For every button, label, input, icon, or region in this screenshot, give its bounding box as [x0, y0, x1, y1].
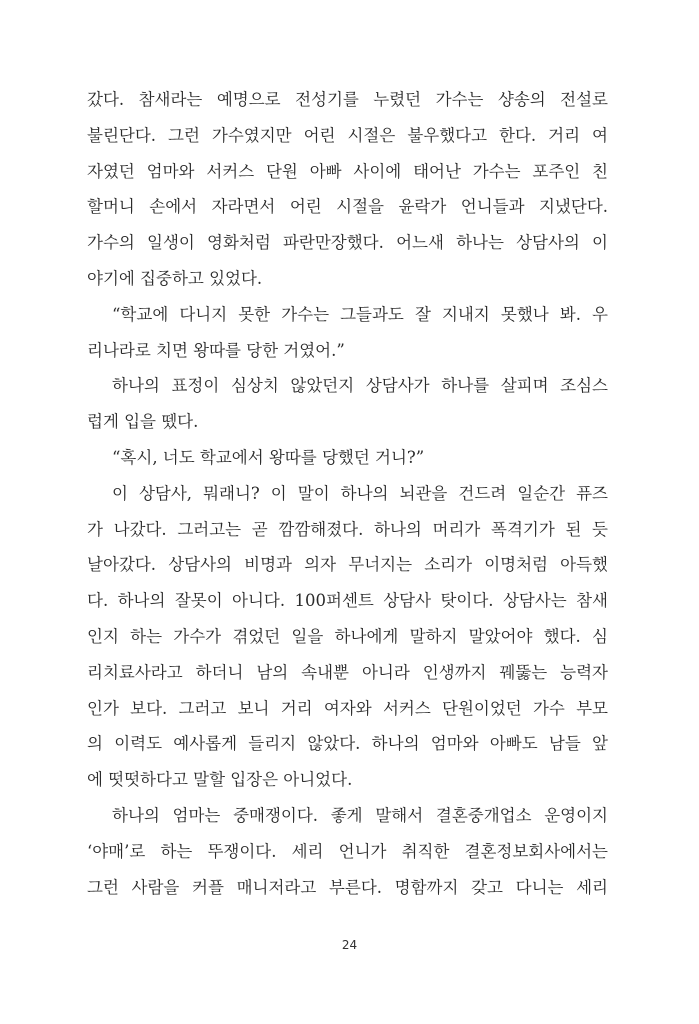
- text-line: 이 상담사, 뭐래니? 이 말이 하나의 뇌관을 건드려 일순간 퓨즈: [112, 483, 608, 503]
- text-line: 그런 사람을 커플 매니저라고 부른다. 명함까지 갖고 다니는 세리: [87, 877, 608, 897]
- text-line: 할머니 손에서 자라면서 어린 시절을 윤락가 언니들과 지냈단다.: [87, 197, 608, 217]
- text-line: “혹시, 너도 학교에서 왕따를 당했던 거니?”: [112, 447, 425, 467]
- text-line: “학교에 다니지 못한 가수는 그들과도 잘 지내지 못했나 봐. 우: [112, 304, 608, 324]
- text-line: 가 나갔다. 그러고는 곧 깜깜해졌다. 하나의 머리가 폭격기가 된 듯: [87, 519, 608, 539]
- text-line: 다. 하나의 잘못이 아니다. 100퍼센트 상담사 탓이다. 상담사는 참새: [87, 591, 608, 611]
- text-line: 날아갔다. 상담사의 비명과 의자 무너지는 소리가 이명처럼 아득했: [87, 555, 608, 575]
- text-line: 불린단다. 그런 가수였지만 어린 시절은 불우했다고 한다. 거리 여: [87, 125, 608, 145]
- text-line: 인지 하는 가수가 겪었던 일을 하나에게 말하지 말았어야 했다. 심: [87, 626, 608, 646]
- text-line: 갔다. 참새라는 예명으로 전성기를 누렸던 가수는 샹송의 전설로: [87, 90, 608, 109]
- text-line: 리나라로 치면 왕따를 당한 거였어.”: [87, 340, 345, 360]
- text-line: 리치료사라고 하더니 남의 속내뿐 아니라 인생까지 꿰뚫는 능력자: [87, 662, 608, 682]
- text-line: ‘야매’로 하는 뚜쟁이다. 세리 언니가 취직한 결혼정보회사에서는: [87, 841, 608, 861]
- text-line: 자였던 엄마와 서커스 단원 아빠 사이에 태어난 가수는 포주인 친: [87, 161, 608, 181]
- text-line: 하나의 엄마는 중매쟁이다. 좋게 말해서 결혼중개업소 운영이지: [112, 805, 608, 825]
- text-line: 야기에 집중하고 있었다.: [87, 268, 263, 288]
- page-body-text: [87, 82, 608, 905]
- text-line: 인가 보다. 그러고 보니 거리 여자와 서커스 단원이었던 가수 부모: [87, 698, 608, 718]
- text-line: 하나의 표정이 심상치 않았던지 상담사가 하나를 살피며 조심스: [112, 376, 608, 396]
- text-line: 에 떳떳하다고 말할 입장은 아니었다.: [87, 770, 353, 790]
- page-number: 24: [341, 938, 358, 952]
- text-line: 가수의 일생이 영화처럼 파란만장했다. 어느새 하나는 상담사의 이: [87, 233, 608, 253]
- text-line: 럽게 입을 뗐다.: [87, 412, 199, 432]
- text-line: 의 이력도 예사롭게 들리지 않았다. 하나의 엄마와 아빠도 남들 앞: [87, 734, 608, 754]
